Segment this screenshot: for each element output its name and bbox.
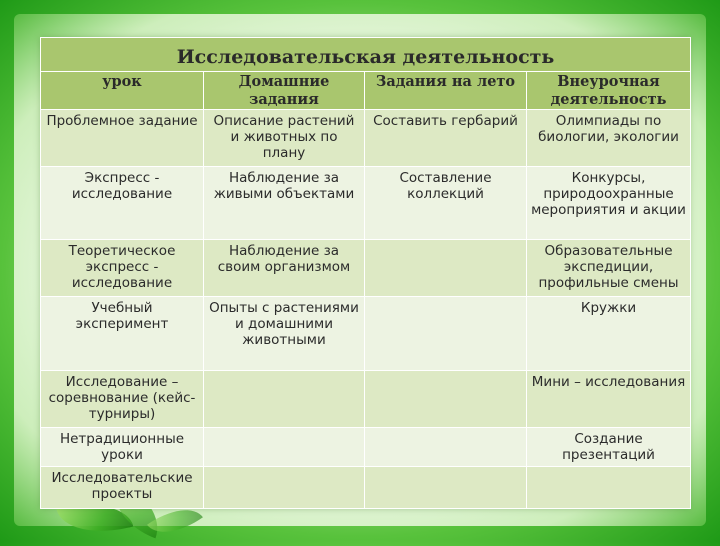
table-cell: Проблемное задание [41,110,204,167]
column-header-extracurricular: Внеурочная деятельность [527,72,691,110]
table-cell: Образовательные экспедиции, профильные смены [527,240,691,297]
table-row [41,371,691,428]
table-cell: Наблюдение за живыми объектами [204,167,365,240]
table-cell: Теоретическое экспресс - исследование [41,240,204,297]
table-row [41,297,691,371]
table-cell [204,428,365,467]
column-header-summer-tasks: Задания на лето [365,72,527,110]
table-cell [527,467,691,509]
table-cell [365,467,527,509]
table-row [41,110,691,167]
table-cell [204,371,365,428]
table-cell: Исследование – соревнование (кейс-турниры) [41,371,204,428]
column-header-lesson: урок [41,72,204,110]
activity-table-card [40,37,690,509]
table-cell: Наблюдение за своим организмом [204,240,365,297]
table-cell: Олимпиады по биологии, экологии [527,110,691,167]
table-row [41,240,691,297]
table-cell: Кружки [527,297,691,371]
table-row [41,167,691,240]
table-row [41,467,691,509]
table-cell: Описание растений и животных по плану [204,110,365,167]
table-cell: Составление коллекций [365,167,527,240]
table-cell: Составить гербарий [365,110,527,167]
table-title: Исследовательская деятельность [41,38,691,72]
table-cell [365,371,527,428]
table-cell: Экспресс - исследование [41,167,204,240]
table-cell [365,428,527,467]
table-cell: Мини – исследования [527,371,691,428]
table-cell: Создание презентаций [527,428,691,467]
table-cell [365,297,527,371]
table-cell: Исследовательские проекты [41,467,204,509]
table-cell: Опыты с растениями и домашними животными [204,297,365,371]
table-cell [365,240,527,297]
table-cell: Нетрадиционные уроки [41,428,204,467]
table-cell [204,467,365,509]
activity-table [40,37,691,509]
table-cell: Учебный эксперимент [41,297,204,371]
table-cell: Конкурсы, природоохранные мероприятия и акции [527,167,691,240]
column-header-homework: Домашние задания [204,72,365,110]
table-row [41,428,691,467]
